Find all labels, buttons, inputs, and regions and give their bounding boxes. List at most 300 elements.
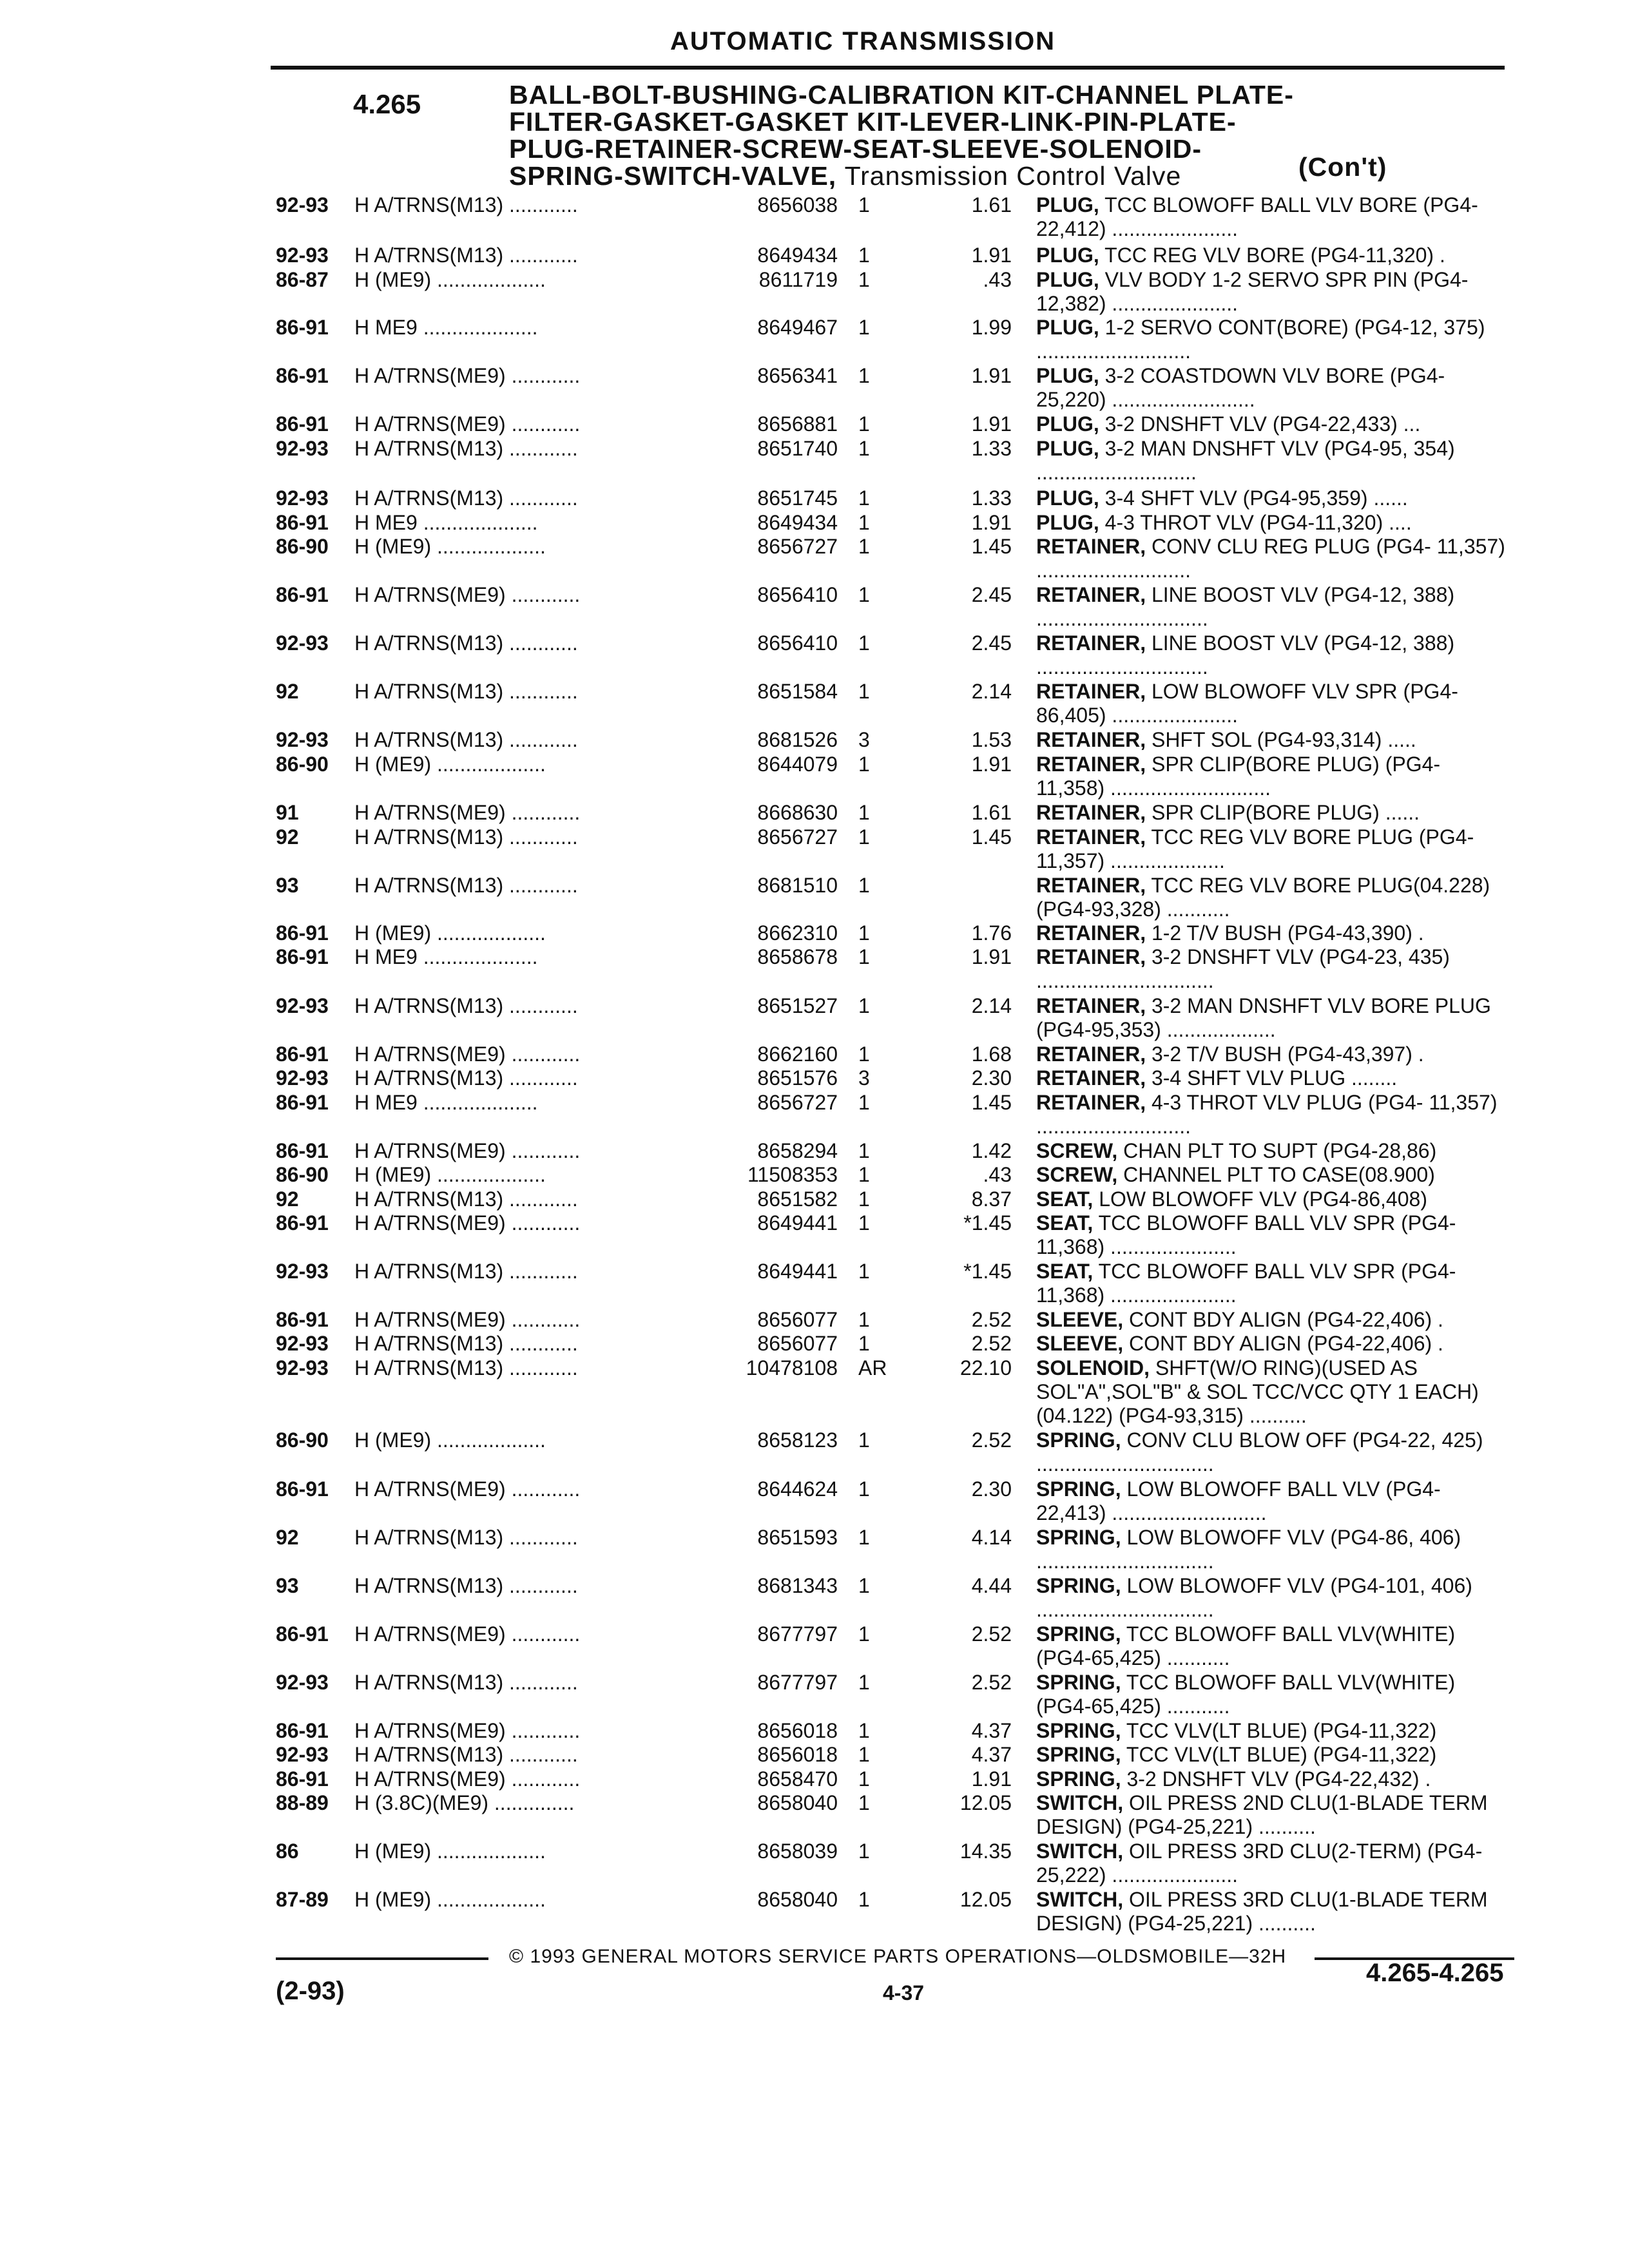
row-model: H (ME9) ................... xyxy=(354,268,546,291)
row-quantity: 1 xyxy=(858,1260,870,1283)
row-description xyxy=(1036,801,1513,825)
table-row xyxy=(0,753,1629,804)
row-quantity: 1 xyxy=(858,437,870,460)
row-quantity: 1 xyxy=(858,1187,870,1211)
row-part-name: RETAINER, xyxy=(1036,753,1146,776)
row-model: H A/TRNS(ME9) ............ xyxy=(354,1767,581,1791)
row-year: 87-89 xyxy=(276,1888,329,1911)
row-price: 1.91 xyxy=(971,364,1012,387)
row-part-name: RETAINER, xyxy=(1036,994,1146,1017)
row-part-name: PLUG, xyxy=(1036,364,1099,387)
row-model: H (3.8C)(ME9) .............. xyxy=(354,1791,575,1814)
row-price: 1.76 xyxy=(971,921,1012,945)
row-description xyxy=(1036,1332,1513,1356)
row-part-number: 8651584 xyxy=(757,680,838,703)
row-price: 22.10 xyxy=(959,1356,1012,1379)
footer-section-ref: 4.265-4.265 xyxy=(1366,1959,1504,1987)
row-description xyxy=(1036,1043,1513,1066)
row-price: 1.91 xyxy=(971,1767,1012,1791)
row-part-desc: VLV BODY 1-2 SERVO SPR PIN (PG4-12,382) ...................... xyxy=(1036,268,1469,315)
row-part-number: 8656077 xyxy=(757,1332,838,1355)
row-part-number: 8658040 xyxy=(757,1791,838,1814)
row-part-desc: LOW BLOWOFF VLV SPR (PG4-86,405) ...................... xyxy=(1036,680,1458,727)
row-part-number: 8651576 xyxy=(757,1066,838,1090)
table-row xyxy=(0,193,1629,245)
table-row xyxy=(0,316,1629,367)
row-part-desc: TCC REG VLV BORE PLUG(04.228) (PG4-93,328) ........... xyxy=(1036,874,1490,921)
row-model: H A/TRNS(M13) ............ xyxy=(354,680,578,703)
row-year: 92-93 xyxy=(276,1356,329,1379)
row-quantity: 3 xyxy=(858,1066,870,1090)
row-description xyxy=(1036,680,1513,727)
row-part-desc: TCC BLOWOFF BALL VLV(WHITE) (PG4-65,425) ........... xyxy=(1036,1671,1456,1718)
row-description xyxy=(1036,364,1513,412)
row-part-name: PLUG, xyxy=(1036,316,1099,339)
row-price: 2.30 xyxy=(971,1066,1012,1090)
row-part-desc: 3-2 DNSHFT VLV (PG4-22,433) ... xyxy=(1104,412,1421,436)
row-quantity: 1 xyxy=(858,1622,870,1646)
row-quantity: 1 xyxy=(858,1332,870,1355)
row-model: H A/TRNS(M13) ............ xyxy=(354,1743,578,1766)
row-year: 86-90 xyxy=(276,1428,329,1452)
row-part-name: PLUG, xyxy=(1036,268,1099,291)
row-year: 92-93 xyxy=(276,1743,329,1766)
row-quantity: 1 xyxy=(858,1091,870,1114)
row-part-desc: LINE BOOST VLV (PG4-12, 388) .............................. xyxy=(1036,631,1455,678)
row-quantity: 1 xyxy=(858,1671,870,1694)
row-quantity: 1 xyxy=(858,1743,870,1766)
row-quantity: 1 xyxy=(858,631,870,655)
row-quantity: 1 xyxy=(858,1211,870,1235)
row-part-name: SWITCH, xyxy=(1036,1840,1124,1863)
page-header-title: AUTOMATIC TRANSMISSION xyxy=(670,27,1056,55)
row-model: H A/TRNS(M13) ............ xyxy=(354,1066,578,1090)
row-part-number: 8656727 xyxy=(757,1091,838,1114)
row-year: 92 xyxy=(276,1526,299,1549)
row-year: 92 xyxy=(276,1187,299,1211)
row-part-name: PLUG, xyxy=(1036,412,1099,436)
row-description xyxy=(1036,1187,1513,1211)
row-price: 1.91 xyxy=(971,945,1012,968)
row-part-number: 8658039 xyxy=(757,1840,838,1863)
row-quantity: 1 xyxy=(858,244,870,267)
row-price: 12.05 xyxy=(959,1888,1012,1911)
row-model: H A/TRNS(M13) ............ xyxy=(354,1260,578,1283)
row-year: 91 xyxy=(276,801,299,824)
row-year: 86-91 xyxy=(276,511,329,534)
row-price: 1.61 xyxy=(971,801,1012,824)
row-part-desc: LOW BLOWOFF VLV (PG4-86, 406) ............................... xyxy=(1036,1526,1461,1573)
row-price: 12.05 xyxy=(959,1791,1012,1814)
row-description xyxy=(1036,874,1513,921)
row-model: H A/TRNS(ME9) ............ xyxy=(354,364,581,387)
row-description xyxy=(1036,244,1513,267)
row-part-number: 11508353 xyxy=(747,1163,838,1186)
row-model: H A/TRNS(M13) ............ xyxy=(354,193,578,216)
row-part-name: SPRING, xyxy=(1036,1622,1121,1646)
footer-copyright: © 1993 GENERAL MOTORS SERVICE PARTS OPERATIONS—OLDSMOBILE—32H xyxy=(509,1946,1287,1967)
row-price: 1.99 xyxy=(971,316,1012,339)
row-part-desc: TCC BLOWOFF BALL VLV(WHITE) (PG4-65,425) ........... xyxy=(1036,1622,1456,1669)
row-part-name: RETAINER, xyxy=(1036,921,1146,945)
row-description xyxy=(1036,1840,1513,1887)
row-part-desc: 3-2 MAN DNSHFT VLV BORE PLUG (PG4-95,353) ................... xyxy=(1036,994,1491,1041)
row-model: H A/TRNS(ME9) ............ xyxy=(354,1043,581,1066)
row-part-desc: CHANNEL PLT TO CASE(08.900) xyxy=(1123,1163,1435,1186)
row-description xyxy=(1036,412,1513,436)
row-part-number: 8656881 xyxy=(757,412,838,436)
table-row xyxy=(0,268,1629,320)
row-part-number: 10478108 xyxy=(746,1356,838,1379)
row-part-desc: CONT BDY ALIGN (PG4-22,406) . xyxy=(1129,1332,1443,1355)
row-part-desc: 3-4 SHFT VLV (PG4-95,359) ...... xyxy=(1104,486,1408,510)
row-model: H A/TRNS(ME9) ............ xyxy=(354,1622,581,1646)
row-price: 4.44 xyxy=(971,1574,1012,1597)
row-part-desc: OIL PRESS 2ND CLU(1-BLADE TERM DESIGN) (PG4-25,221) .......... xyxy=(1036,1791,1488,1838)
row-part-desc: 4-3 THROT VLV (PG4-11,320) .... xyxy=(1104,511,1412,534)
row-part-name: SEAT, xyxy=(1036,1211,1094,1235)
row-model: H A/TRNS(ME9) ............ xyxy=(354,1211,581,1235)
row-quantity: 1 xyxy=(858,316,870,339)
row-description xyxy=(1036,437,1513,485)
row-model: H A/TRNS(ME9) ............ xyxy=(354,1139,581,1162)
footer-page-number: 4-37 xyxy=(883,1981,925,2004)
row-price: .43 xyxy=(983,1163,1012,1186)
row-model: H A/TRNS(ME9) ............ xyxy=(354,1719,581,1742)
row-part-number: 8656018 xyxy=(757,1743,838,1766)
row-price: 1.33 xyxy=(971,437,1012,460)
row-year: 92-93 xyxy=(276,244,329,267)
row-part-desc: LOW BLOWOFF BALL VLV (PG4- 22,413) ........................... xyxy=(1036,1477,1441,1524)
row-year: 86-91 xyxy=(276,1767,329,1791)
row-part-number: 8658040 xyxy=(757,1888,838,1911)
row-part-number: 8649441 xyxy=(757,1211,838,1235)
row-part-desc: CONT BDY ALIGN (PG4-22,406) . xyxy=(1129,1308,1443,1331)
row-year: 92-93 xyxy=(276,193,329,216)
row-part-number: 8656341 xyxy=(757,364,838,387)
row-model: H A/TRNS(M13) ............ xyxy=(354,1574,578,1597)
row-part-desc: TCC BLOWOFF BALL VLV SPR (PG4-11,368) ...................... xyxy=(1036,1211,1456,1258)
row-description xyxy=(1036,1477,1513,1525)
row-price: *1.45 xyxy=(963,1211,1012,1235)
row-part-desc: 3-2 DNSHFT VLV (PG4-22,432) . xyxy=(1126,1767,1431,1791)
row-quantity: 1 xyxy=(858,825,870,849)
row-description xyxy=(1036,825,1513,873)
row-price: 1.68 xyxy=(971,1043,1012,1066)
row-description xyxy=(1036,1671,1513,1718)
row-part-name: RETAINER, xyxy=(1036,680,1146,703)
row-description xyxy=(1036,1163,1513,1187)
row-description xyxy=(1036,535,1513,582)
row-part-desc: 1-2 T/V BUSH (PG4-43,390) . xyxy=(1151,921,1424,945)
row-quantity: 1 xyxy=(858,994,870,1017)
row-part-name: RETAINER, xyxy=(1036,631,1146,655)
row-model: H A/TRNS(M13) ............ xyxy=(354,874,578,897)
row-description xyxy=(1036,583,1513,631)
row-price: 1.61 xyxy=(971,193,1012,216)
row-part-number: 8658678 xyxy=(757,945,838,968)
row-part-number: 8668630 xyxy=(757,801,838,824)
table-row xyxy=(0,364,1629,416)
row-part-name: SPRING, xyxy=(1036,1477,1121,1501)
row-part-number: 8656410 xyxy=(757,583,838,606)
row-year: 92-93 xyxy=(276,728,329,751)
table-row xyxy=(0,1671,1629,1722)
row-quantity: 1 xyxy=(858,1767,870,1791)
row-quantity: 1 xyxy=(858,1163,870,1186)
row-year: 86-91 xyxy=(276,364,329,387)
row-model: H A/TRNS(M13) ............ xyxy=(354,486,578,510)
row-part-number: 8651527 xyxy=(757,994,838,1017)
row-part-desc: 3-2 T/V BUSH (PG4-43,397) . xyxy=(1151,1043,1424,1066)
row-year: 93 xyxy=(276,874,299,897)
row-price: 2.45 xyxy=(971,631,1012,655)
row-price: 1.33 xyxy=(971,486,1012,510)
row-description xyxy=(1036,994,1513,1042)
row-part-number: 8656038 xyxy=(757,193,838,216)
row-quantity: 1 xyxy=(858,1840,870,1863)
row-quantity: 1 xyxy=(858,945,870,968)
row-description xyxy=(1036,486,1513,510)
row-quantity: 1 xyxy=(858,874,870,897)
table-row xyxy=(0,994,1629,1046)
table-row xyxy=(0,874,1629,925)
row-quantity: 1 xyxy=(858,486,870,510)
row-model: H A/TRNS(M13) ............ xyxy=(354,631,578,655)
row-part-desc: TCC BLOWOFF BALL VLV SPR (PG4-11,368) ...................... xyxy=(1036,1260,1456,1307)
row-part-desc: 1-2 SERVO CONT(BORE) (PG4-12, 375) ........................... xyxy=(1036,316,1485,363)
table-row xyxy=(0,583,1629,635)
row-part-name: RETAINER, xyxy=(1036,825,1146,849)
row-price: 4.37 xyxy=(971,1743,1012,1766)
row-model: H (ME9) ................... xyxy=(354,1163,546,1186)
row-year: 86-91 xyxy=(276,412,329,436)
row-year: 93 xyxy=(276,1574,299,1597)
row-price: 4.37 xyxy=(971,1719,1012,1742)
row-price: 1.42 xyxy=(971,1139,1012,1162)
row-price: 2.52 xyxy=(971,1622,1012,1646)
row-part-name: SPRING, xyxy=(1036,1574,1121,1597)
row-part-number: 8649434 xyxy=(757,244,838,267)
row-part-name: SOLENOID, xyxy=(1036,1356,1150,1379)
table-row xyxy=(0,1888,1629,1939)
row-year: 86 xyxy=(276,1840,299,1863)
row-part-desc: TCC REG VLV BORE (PG4-11,320) . xyxy=(1104,244,1445,267)
row-part-number: 8677797 xyxy=(757,1622,838,1646)
row-quantity: 1 xyxy=(858,1719,870,1742)
row-part-desc: OIL PRESS 3RD CLU(2-TERM) (PG4-25,222) ...................... xyxy=(1036,1840,1483,1887)
row-description xyxy=(1036,921,1513,945)
row-description xyxy=(1036,1428,1513,1476)
row-model: H A/TRNS(ME9) ............ xyxy=(354,412,581,436)
row-description xyxy=(1036,1211,1513,1259)
row-part-number: 8656727 xyxy=(757,535,838,558)
row-quantity: 1 xyxy=(858,511,870,534)
table-row xyxy=(0,1356,1629,1427)
row-year: 92-93 xyxy=(276,437,329,460)
row-description xyxy=(1036,1139,1513,1163)
row-description xyxy=(1036,945,1513,993)
row-quantity: 1 xyxy=(858,193,870,216)
row-part-number: 8658294 xyxy=(757,1139,838,1162)
row-part-name: SLEEVE, xyxy=(1036,1332,1124,1355)
table-row xyxy=(0,945,1629,997)
row-part-name: PLUG, xyxy=(1036,486,1099,510)
row-part-name: RETAINER, xyxy=(1036,874,1146,897)
row-part-name: RETAINER, xyxy=(1036,1043,1146,1066)
row-part-desc: SHFT(W/O RING)(USED AS SOL"A",SOL"B" & SOL TCC/VCC QTY 1 EACH)(04.122) (PG4-93,315) .......... xyxy=(1036,1356,1479,1427)
row-model: H (ME9) ................... xyxy=(354,1428,546,1452)
row-part-name: SPRING, xyxy=(1036,1743,1121,1766)
section-title-line: BALL-BOLT-BUSHING-CALIBRATION KIT-CHANNEL PLATE- xyxy=(509,80,1294,110)
row-part-desc: SPR CLIP(BORE PLUG) ...... xyxy=(1151,801,1420,824)
row-part-name: RETAINER, xyxy=(1036,801,1146,824)
row-part-name: SPRING, xyxy=(1036,1767,1121,1791)
table-row xyxy=(0,631,1629,683)
row-year: 86-90 xyxy=(276,753,329,776)
row-part-name: RETAINER, xyxy=(1036,583,1146,606)
row-price: 1.45 xyxy=(971,535,1012,558)
row-year: 86-91 xyxy=(276,1477,329,1501)
row-description xyxy=(1036,728,1513,752)
row-year: 92-93 xyxy=(276,994,329,1017)
row-part-name: SPRING, xyxy=(1036,1428,1121,1452)
row-part-desc: CONV CLU REG PLUG (PG4- 11,357) ........................... xyxy=(1036,535,1505,582)
row-part-number: 8681343 xyxy=(757,1574,838,1597)
row-quantity: 1 xyxy=(858,1308,870,1331)
row-price: 8.37 xyxy=(971,1187,1012,1211)
row-year: 92-93 xyxy=(276,1671,329,1694)
row-part-number: 8656077 xyxy=(757,1308,838,1331)
row-part-desc: TCC BLOWOFF BALL VLV BORE (PG4-22,412) ...................... xyxy=(1036,193,1478,240)
row-quantity: 1 xyxy=(858,921,870,945)
row-part-desc: TCC VLV(LT BLUE) (PG4-11,322) xyxy=(1126,1743,1437,1766)
row-price: 2.52 xyxy=(971,1308,1012,1331)
row-part-number: 8651593 xyxy=(757,1526,838,1549)
row-description xyxy=(1036,193,1513,241)
row-part-number: 8677797 xyxy=(757,1671,838,1694)
row-price: 2.52 xyxy=(971,1428,1012,1452)
row-description xyxy=(1036,1066,1513,1090)
table-row xyxy=(0,1211,1629,1263)
continued-label: (Con't) xyxy=(1298,152,1387,182)
row-quantity: 1 xyxy=(858,1526,870,1549)
row-price: 1.53 xyxy=(971,728,1012,751)
row-part-name: SPRING, xyxy=(1036,1671,1121,1694)
row-quantity: 1 xyxy=(858,583,870,606)
row-model: H A/TRNS(M13) ............ xyxy=(354,728,578,751)
row-description xyxy=(1036,1574,1513,1622)
row-part-desc: 4-3 THROT VLV PLUG (PG4- 11,357) ........................... xyxy=(1036,1091,1498,1138)
row-year: 92 xyxy=(276,680,299,703)
row-price: 1.45 xyxy=(971,825,1012,849)
row-year: 92-93 xyxy=(276,1332,329,1355)
row-model: H A/TRNS(ME9) ............ xyxy=(354,1308,581,1331)
row-model: H ME9 .................... xyxy=(354,316,538,339)
row-model: H A/TRNS(M13) ............ xyxy=(354,994,578,1017)
row-model: H ME9 .................... xyxy=(354,945,538,968)
row-part-number: 8681510 xyxy=(757,874,838,897)
row-year: 92-93 xyxy=(276,486,329,510)
row-description xyxy=(1036,1356,1513,1428)
section-title-last: SPRING-SWITCH-VALVE, xyxy=(509,161,837,191)
row-year: 88-89 xyxy=(276,1791,329,1814)
table-row xyxy=(0,1428,1629,1480)
row-year: 86-91 xyxy=(276,1719,329,1742)
row-description xyxy=(1036,631,1513,679)
row-quantity: 1 xyxy=(858,1574,870,1597)
row-part-number: 8681526 xyxy=(757,728,838,751)
row-description xyxy=(1036,753,1513,800)
row-price: .43 xyxy=(983,268,1012,291)
table-row xyxy=(0,1840,1629,1891)
table-row xyxy=(0,1526,1629,1577)
row-year: 86-91 xyxy=(276,583,329,606)
row-description xyxy=(1036,1791,1513,1839)
row-part-desc: LOW BLOWOFF VLV (PG4-86,408) xyxy=(1099,1187,1427,1211)
row-part-desc: SPR CLIP(BORE PLUG) (PG4- 11,358) ............................ xyxy=(1036,753,1441,800)
row-year: 86-91 xyxy=(276,921,329,945)
table-row xyxy=(0,1260,1629,1311)
row-part-number: 8662160 xyxy=(757,1043,838,1066)
table-row xyxy=(0,437,1629,488)
row-part-number: 8656727 xyxy=(757,825,838,849)
row-description xyxy=(1036,1743,1513,1767)
row-model: H (ME9) ................... xyxy=(354,535,546,558)
row-description xyxy=(1036,1260,1513,1307)
row-model: H A/TRNS(M13) ............ xyxy=(354,1187,578,1211)
row-year: 86-91 xyxy=(276,1091,329,1114)
table-row xyxy=(0,1622,1629,1674)
row-part-name: PLUG, xyxy=(1036,437,1099,460)
footer-rule-left xyxy=(276,1957,488,1960)
row-part-number: 8658123 xyxy=(757,1428,838,1452)
row-quantity: 1 xyxy=(858,1139,870,1162)
row-description xyxy=(1036,1622,1513,1670)
row-model: H A/TRNS(ME9) ............ xyxy=(354,583,581,606)
row-part-number: 8651582 xyxy=(757,1187,838,1211)
row-price: 2.14 xyxy=(971,994,1012,1017)
row-price: 1.91 xyxy=(971,244,1012,267)
table-row xyxy=(0,1091,1629,1142)
row-quantity: 1 xyxy=(858,1043,870,1066)
row-price: 2.45 xyxy=(971,583,1012,606)
row-part-number: 8649441 xyxy=(757,1260,838,1283)
row-description xyxy=(1036,316,1513,363)
row-description xyxy=(1036,1767,1513,1791)
row-part-name: SWITCH, xyxy=(1036,1888,1124,1911)
row-part-number: 8656018 xyxy=(757,1719,838,1742)
table-row xyxy=(0,1791,1629,1843)
row-part-desc: TCC VLV(LT BLUE) (PG4-11,322) xyxy=(1126,1719,1437,1742)
section-title-line: PLUG-RETAINER-SCREW-SEAT-SLEEVE-SOLENOID- xyxy=(509,134,1202,164)
row-description xyxy=(1036,268,1513,316)
row-part-number: 8649467 xyxy=(757,316,838,339)
row-price: *1.45 xyxy=(963,1260,1012,1283)
row-part-name: SPRING, xyxy=(1036,1526,1121,1549)
row-year: 86-90 xyxy=(276,1163,329,1186)
row-quantity: 1 xyxy=(858,1477,870,1501)
row-part-name: PLUG, xyxy=(1036,244,1099,267)
row-part-name: RETAINER, xyxy=(1036,535,1146,558)
row-part-name: RETAINER, xyxy=(1036,728,1146,751)
row-quantity: 1 xyxy=(858,1888,870,1911)
row-part-desc: OIL PRESS 3RD CLU(1-BLADE TERM DESIGN) (PG4-25,221) .......... xyxy=(1036,1888,1488,1935)
row-model: H (ME9) ................... xyxy=(354,1888,546,1911)
row-year: 86-91 xyxy=(276,316,329,339)
row-part-number: 8649434 xyxy=(757,511,838,534)
row-part-desc: 3-2 COASTDOWN VLV BORE (PG4- 25,220) ......................... xyxy=(1036,364,1445,411)
